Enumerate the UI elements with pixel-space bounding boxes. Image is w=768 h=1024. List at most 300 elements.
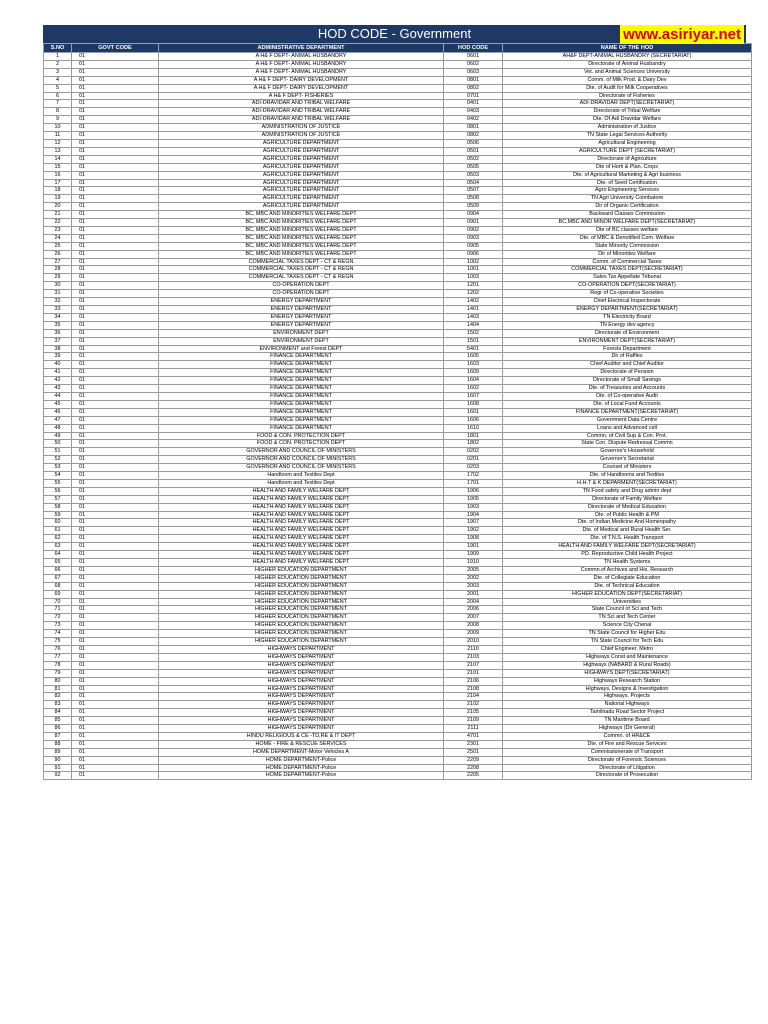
cell-govt-code: 01 xyxy=(72,614,159,622)
table-row xyxy=(44,566,752,574)
cell-hod-code: 0802 xyxy=(444,84,503,92)
cell-govt-code: 01 xyxy=(72,559,159,567)
table-row xyxy=(44,187,752,195)
cell-hod-code: 1609 xyxy=(444,369,503,377)
cell-admin-dept: CO-OPERATION DEPT xyxy=(159,282,444,290)
cell-govt-code: 01 xyxy=(72,685,159,693)
table-row xyxy=(44,709,752,717)
cell-hod-name: Universities xyxy=(503,598,752,606)
cell-hod-code: 0902 xyxy=(444,226,503,234)
cell-hod-code: 1403 xyxy=(444,313,503,321)
cell-hod-name: Directorate of Pension xyxy=(503,369,752,377)
cell-sno: 35 xyxy=(44,321,72,329)
cell-admin-dept: HEALTH AND FAMILY WELFARE DEPT xyxy=(159,535,444,543)
cell-govt-code: 01 xyxy=(72,622,159,630)
cell-hod-name: Highways (NABARD & Rural Roads) xyxy=(503,661,752,669)
cell-admin-dept: A H& F DEPT- ANIMAL HUSBANDRY xyxy=(159,68,444,76)
page-title: HOD CODE - Government xyxy=(317,26,472,41)
cell-hod-code: 2105 xyxy=(444,709,503,717)
cell-hod-name: AGRICULTURE DEPT (SECRETARIAT) xyxy=(503,147,752,155)
cell-hod-name: Commissionerate of Transport xyxy=(503,748,752,756)
cell-sno: 50 xyxy=(44,440,72,448)
cell-sno: 37 xyxy=(44,337,72,345)
table-row xyxy=(44,440,752,448)
cell-admin-dept: ENVIRONMENT and Forest DEPT xyxy=(159,345,444,353)
cell-govt-code: 01 xyxy=(72,400,159,408)
cell-sno: 26 xyxy=(44,250,72,258)
cell-sno: 83 xyxy=(44,701,72,709)
cell-admin-dept: HIGHER EDUCATION DEPARTMENT xyxy=(159,630,444,638)
cell-govt-code: 01 xyxy=(72,772,159,780)
table-row xyxy=(44,116,752,124)
cell-govt-code: 01 xyxy=(72,590,159,598)
cell-hod-code: 1909 xyxy=(444,551,503,559)
table-row xyxy=(44,203,752,211)
table-row xyxy=(44,321,752,329)
cell-sno: 60 xyxy=(44,519,72,527)
cell-sno: 42 xyxy=(44,377,72,385)
cell-admin-dept: HOME DEPARTMENT-Police xyxy=(159,756,444,764)
cell-sno: 85 xyxy=(44,717,72,725)
cell-govt-code: 01 xyxy=(72,195,159,203)
cell-hod-name: Sales Tax Appellate Tribunal xyxy=(503,274,752,282)
table-row xyxy=(44,147,752,155)
cell-hod-name: Directorate of Fisheries xyxy=(503,92,752,100)
cell-hod-code: 2008 xyxy=(444,622,503,630)
cell-hod-code: 2003 xyxy=(444,582,503,590)
cell-hod-name: Dir of Organic Certification xyxy=(503,203,752,211)
table-row xyxy=(44,622,752,630)
cell-admin-dept: BC, MBC AND MINORITIES WELFARE DEPT xyxy=(159,226,444,234)
cell-sno: 79 xyxy=(44,669,72,677)
cell-sno: 84 xyxy=(44,709,72,717)
cell-admin-dept: ADMINISTRATION OF JUSTICE xyxy=(159,124,444,132)
cell-hod-name: HEALTH AND FAMILY WELFARE DEPT(SECRETARIAT) xyxy=(503,543,752,551)
cell-sno: 9 xyxy=(44,116,72,124)
cell-sno: 64 xyxy=(44,551,72,559)
cell-govt-code: 01 xyxy=(72,187,159,195)
cell-admin-dept: FOOD & CON. PROTECTION DEPT xyxy=(159,440,444,448)
cell-hod-name: Dte. of Collegiate Education xyxy=(503,574,752,582)
table-row xyxy=(44,313,752,321)
cell-govt-code: 01 xyxy=(72,345,159,353)
cell-govt-code: 01 xyxy=(72,511,159,519)
cell-sno: 86 xyxy=(44,725,72,733)
col-header-hod-name: NAME OF THE HOD xyxy=(503,44,752,53)
cell-admin-dept: ENERGY DEPARTMENT xyxy=(159,306,444,314)
cell-sno: 48 xyxy=(44,424,72,432)
cell-govt-code: 01 xyxy=(72,472,159,480)
cell-govt-code: 01 xyxy=(72,432,159,440)
cell-sno: 18 xyxy=(44,187,72,195)
cell-govt-code: 01 xyxy=(72,139,159,147)
cell-govt-code: 01 xyxy=(72,638,159,646)
cell-hod-name: Directorate of Prosecution xyxy=(503,772,752,780)
cell-govt-code: 01 xyxy=(72,543,159,551)
cell-sno: 74 xyxy=(44,630,72,638)
cell-sno: 14 xyxy=(44,155,72,163)
cell-sno: 30 xyxy=(44,282,72,290)
cell-hod-code: 0901 xyxy=(444,219,503,227)
cell-hod-code: 0501 xyxy=(444,147,503,155)
cell-govt-code: 01 xyxy=(72,519,159,527)
cell-hod-code: 2111 xyxy=(444,725,503,733)
table-row xyxy=(44,432,752,440)
cell-admin-dept: FINANCE DEPARTMENT xyxy=(159,416,444,424)
cell-hod-name: Dte. of Co-operative Audit xyxy=(503,392,752,400)
cell-sno: 82 xyxy=(44,693,72,701)
table-row xyxy=(44,337,752,345)
cell-hod-code: 2501 xyxy=(444,748,503,756)
cell-hod-name: Highways (Dir General) xyxy=(503,725,752,733)
cell-govt-code: 01 xyxy=(72,630,159,638)
cell-sno: 44 xyxy=(44,392,72,400)
cell-hod-name: State Council of Sci and Tech xyxy=(503,606,752,614)
cell-govt-code: 01 xyxy=(72,527,159,535)
cell-govt-code: 01 xyxy=(72,219,159,227)
cell-hod-name: Highways, Projects xyxy=(503,693,752,701)
cell-admin-dept: COMMERCIAL TAXES DEPT - CT & REGN xyxy=(159,274,444,282)
cell-sno: 72 xyxy=(44,614,72,622)
cell-hod-code: 0903 xyxy=(444,234,503,242)
table-row xyxy=(44,574,752,582)
cell-hod-name: Directorate of Animal Husbandry xyxy=(503,60,752,68)
cell-hod-name: Directorate of Agriculture xyxy=(503,155,752,163)
cell-sno: 70 xyxy=(44,598,72,606)
cell-sno: 76 xyxy=(44,645,72,653)
cell-admin-dept: HIGHER EDUCATION DEPARTMENT xyxy=(159,574,444,582)
cell-govt-code: 01 xyxy=(72,566,159,574)
cell-hod-name: Vet. and Animal Sciences University xyxy=(503,68,752,76)
cell-hod-name: Dte. of Handlooms and Textiles xyxy=(503,472,752,480)
cell-govt-code: 01 xyxy=(72,503,159,511)
cell-govt-code: 01 xyxy=(72,116,159,124)
header-row xyxy=(44,44,752,53)
cell-sno: 33 xyxy=(44,306,72,314)
cell-govt-code: 01 xyxy=(72,487,159,495)
cell-hod-name: ADI-DRAVIDAR DEPT(SECRETARIAT) xyxy=(503,100,752,108)
table-row xyxy=(44,717,752,725)
table-row xyxy=(44,408,752,416)
cell-hod-name: TN Food safety and Drug admin dept xyxy=(503,487,752,495)
cell-hod-code: 2108 xyxy=(444,685,503,693)
cell-admin-dept: FINANCE DEPARTMENT xyxy=(159,408,444,416)
cell-sno: 8 xyxy=(44,108,72,116)
cell-govt-code: 01 xyxy=(72,456,159,464)
cell-hod-name: Directorate of Tribal Welfare xyxy=(503,108,752,116)
cell-govt-code: 01 xyxy=(72,313,159,321)
cell-govt-code: 01 xyxy=(72,282,159,290)
cell-hod-code: 1501 xyxy=(444,337,503,345)
cell-sno: 12 xyxy=(44,139,72,147)
cell-hod-name: Dte. of Audit for Milk Cooperatives xyxy=(503,84,752,92)
cell-hod-name: Governor's Household xyxy=(503,448,752,456)
cell-govt-code: 01 xyxy=(72,306,159,314)
cell-sno: 78 xyxy=(44,661,72,669)
cell-hod-name: Dte. of T.N.S. Health Transport xyxy=(503,535,752,543)
cell-hod-code: 1604 xyxy=(444,377,503,385)
cell-hod-name: Dir of Minorities Welfare xyxy=(503,250,752,258)
cell-hod-name: Administration of Justice xyxy=(503,124,752,132)
cell-hod-code: 1608 xyxy=(444,400,503,408)
cell-admin-dept: FINANCE DEPARTMENT xyxy=(159,385,444,393)
cell-sno: 73 xyxy=(44,622,72,630)
table-row xyxy=(44,274,752,282)
cell-admin-dept: COMMERCIAL TAXES DEPT - CT & REGN xyxy=(159,258,444,266)
cell-govt-code: 01 xyxy=(72,764,159,772)
cell-hod-code: 1701 xyxy=(444,479,503,487)
cell-govt-code: 01 xyxy=(72,60,159,68)
cell-admin-dept: FOOD & CON. PROTECTION DEPT xyxy=(159,432,444,440)
cell-hod-name: Governor's Secretariat xyxy=(503,456,752,464)
cell-admin-dept: HIGHER EDUCATION DEPARTMENT xyxy=(159,638,444,646)
cell-hod-code: 1904 xyxy=(444,511,503,519)
table-row xyxy=(44,677,752,685)
table-row xyxy=(44,725,752,733)
cell-hod-name: Dte. of Indian Medicine And Homeopathy xyxy=(503,519,752,527)
cell-sno: 63 xyxy=(44,543,72,551)
cell-govt-code: 01 xyxy=(72,392,159,400)
cell-sno: 77 xyxy=(44,653,72,661)
cell-hod-code: 2209 xyxy=(444,756,503,764)
cell-hod-code: 1908 xyxy=(444,535,503,543)
table-row xyxy=(44,163,752,171)
cell-govt-code: 01 xyxy=(72,124,159,132)
cell-govt-code: 01 xyxy=(72,155,159,163)
cell-govt-code: 01 xyxy=(72,740,159,748)
cell-govt-code: 01 xyxy=(72,68,159,76)
cell-admin-dept: ENERGY DEPARTMENT xyxy=(159,298,444,306)
cell-hod-code: 2104 xyxy=(444,693,503,701)
cell-admin-dept: ADI-DRAVIDAR AND TRIBAL WELFARE xyxy=(159,100,444,108)
cell-govt-code: 01 xyxy=(72,250,159,258)
table-row xyxy=(44,472,752,480)
cell-hod-code: 1202 xyxy=(444,290,503,298)
cell-hod-name: Commn. of HR&CE xyxy=(503,732,752,740)
table-row xyxy=(44,329,752,337)
cell-hod-name: TN Energy dev agency xyxy=(503,321,752,329)
cell-hod-code: 1802 xyxy=(444,440,503,448)
cell-govt-code: 01 xyxy=(72,369,159,377)
table-row xyxy=(44,266,752,274)
table-row xyxy=(44,638,752,646)
col-header-govt-code: GOVT CODE xyxy=(72,44,159,53)
cell-hod-code: 0203 xyxy=(444,464,503,472)
cell-sno: 49 xyxy=(44,432,72,440)
table-row xyxy=(44,100,752,108)
cell-govt-code: 01 xyxy=(72,709,159,717)
table-row xyxy=(44,495,752,503)
cell-govt-code: 01 xyxy=(72,495,159,503)
cell-admin-dept: AGRICULTURE DEPARTMENT xyxy=(159,195,444,203)
cell-admin-dept: HINDU RELIGIOUS & CE -TD,RE & IT DEPT xyxy=(159,732,444,740)
cell-govt-code: 01 xyxy=(72,298,159,306)
cell-hod-name: Chief Engineer, Metro xyxy=(503,645,752,653)
cell-sno: 47 xyxy=(44,416,72,424)
cell-hod-name: TN State Council for Higher Edu xyxy=(503,630,752,638)
cell-admin-dept: BC, MBC AND MINORITIES WELFARE DEPT xyxy=(159,250,444,258)
cell-hod-name: Agricultural Engineering xyxy=(503,139,752,147)
cell-sno: 66 xyxy=(44,566,72,574)
cell-sno: 75 xyxy=(44,638,72,646)
cell-govt-code: 01 xyxy=(72,693,159,701)
cell-hod-name: Dte. of Public Health & PM xyxy=(503,511,752,519)
cell-hod-code: 2106 xyxy=(444,677,503,685)
cell-admin-dept: ADI-DRAVIDAR AND TRIBAL WELFARE xyxy=(159,108,444,116)
cell-hod-code: 0506 xyxy=(444,139,503,147)
cell-sno: 19 xyxy=(44,195,72,203)
cell-hod-name: Directorate of Forensic Sciences xyxy=(503,756,752,764)
cell-govt-code: 01 xyxy=(72,179,159,187)
cell-govt-code: 01 xyxy=(72,408,159,416)
cell-sno: 53 xyxy=(44,464,72,472)
cell-admin-dept: CO-OPERATION DEPT xyxy=(159,290,444,298)
table-row xyxy=(44,685,752,693)
cell-admin-dept: A H& F DEPT- DAIRY DEVELOPMENT xyxy=(159,76,444,84)
cell-admin-dept: HIGHER EDUCATION DEPARTMENT xyxy=(159,566,444,574)
cell-hod-code: 2205 xyxy=(444,772,503,780)
cell-govt-code: 01 xyxy=(72,732,159,740)
cell-sno: 32 xyxy=(44,298,72,306)
cell-admin-dept: A H& F DEPT- FISHERIES xyxy=(159,92,444,100)
cell-sno: 57 xyxy=(44,495,72,503)
cell-sno: 90 xyxy=(44,756,72,764)
cell-hod-name: Dte. Of Adi Dravidar Welfare xyxy=(503,116,752,124)
cell-sno: 80 xyxy=(44,677,72,685)
cell-admin-dept: ADI-DRAVIDAR AND TRIBAL WELFARE xyxy=(159,116,444,124)
cell-admin-dept: HIGHWAYS DEPARTMENT xyxy=(159,693,444,701)
cell-sno: 25 xyxy=(44,242,72,250)
table-row xyxy=(44,282,752,290)
cell-admin-dept: ENERGY DEPARTMENT xyxy=(159,313,444,321)
cell-hod-code: 0403 xyxy=(444,108,503,116)
cell-admin-dept: BC, MBC AND MINORITIES WELFARE DEPT xyxy=(159,219,444,227)
cell-govt-code: 01 xyxy=(72,290,159,298)
cell-admin-dept: AGRICULTURE DEPARTMENT xyxy=(159,187,444,195)
cell-hod-name: Dte of Horti & Plan. Crops xyxy=(503,163,752,171)
cell-admin-dept: HIGHER EDUCATION DEPARTMENT xyxy=(159,614,444,622)
cell-hod-code: 1402 xyxy=(444,298,503,306)
cell-sno: 5 xyxy=(44,84,72,92)
cell-admin-dept: Handloom and Textiles Dept xyxy=(159,472,444,480)
cell-govt-code: 01 xyxy=(72,361,159,369)
cell-hod-code: 1201 xyxy=(444,282,503,290)
table-row xyxy=(44,345,752,353)
cell-hod-name: Forests Department xyxy=(503,345,752,353)
cell-hod-name: PD. Reproductive Child Health Project xyxy=(503,551,752,559)
cell-hod-code: 1002 xyxy=(444,258,503,266)
cell-admin-dept: FINANCE DEPARTMENT xyxy=(159,400,444,408)
cell-hod-code: 0509 xyxy=(444,203,503,211)
cell-admin-dept: HEALTH AND FAMILY WELFARE DEPT xyxy=(159,559,444,567)
cell-sno: 91 xyxy=(44,764,72,772)
cell-admin-dept: BC, MBC AND MINORITIES WELFARE DEPT xyxy=(159,211,444,219)
table-row xyxy=(44,155,752,163)
cell-hod-code: 1001 xyxy=(444,266,503,274)
cell-sno: 61 xyxy=(44,527,72,535)
cell-sno: 10 xyxy=(44,124,72,132)
cell-admin-dept: FINANCE DEPARTMENT xyxy=(159,353,444,361)
cell-hod-code: 2004 xyxy=(444,598,503,606)
cell-hod-code: 0801 xyxy=(444,76,503,84)
cell-hod-code: 0906 xyxy=(444,250,503,258)
cell-govt-code: 01 xyxy=(72,756,159,764)
cell-sno: 45 xyxy=(44,400,72,408)
cell-hod-name: TN State Legal Services Authority xyxy=(503,132,752,140)
cell-sno: 2 xyxy=(44,60,72,68)
cell-govt-code: 01 xyxy=(72,582,159,590)
table-row xyxy=(44,171,752,179)
cell-hod-name: TN Maritime Board xyxy=(503,717,752,725)
cell-hod-name: Chief Electrical Inspectorate xyxy=(503,298,752,306)
table-row xyxy=(44,614,752,622)
cell-admin-dept: HEALTH AND FAMILY WELFARE DEPT xyxy=(159,543,444,551)
cell-sno: 62 xyxy=(44,535,72,543)
table-row xyxy=(44,479,752,487)
cell-admin-dept: GOVERNOR AND COUNCIL OF MINISTERS xyxy=(159,448,444,456)
table-row xyxy=(44,139,752,147)
table-row xyxy=(44,234,752,242)
cell-govt-code: 01 xyxy=(72,669,159,677)
cell-hod-name: Dte. of MBC & Denotified Com. Welfare xyxy=(503,234,752,242)
cell-hod-name: Tamilnadu Road Sector Project xyxy=(503,709,752,717)
cell-admin-dept: AGRICULTURE DEPARTMENT xyxy=(159,203,444,211)
table-body xyxy=(44,53,752,780)
table-row xyxy=(44,226,752,234)
cell-hod-name: Directorate of Environment xyxy=(503,329,752,337)
cell-admin-dept: AGRICULTURE DEPARTMENT xyxy=(159,139,444,147)
table-row xyxy=(44,298,752,306)
cell-govt-code: 01 xyxy=(72,701,159,709)
cell-admin-dept: HIGHER EDUCATION DEPARTMENT xyxy=(159,590,444,598)
cell-hod-code: 1901 xyxy=(444,543,503,551)
cell-admin-dept: HEALTH AND FAMILY WELFARE DEPT xyxy=(159,495,444,503)
cell-govt-code: 01 xyxy=(72,385,159,393)
table-row xyxy=(44,693,752,701)
cell-hod-code: 0502 xyxy=(444,155,503,163)
cell-govt-code: 01 xyxy=(72,717,159,725)
table-row xyxy=(44,630,752,638)
cell-hod-name: HIGHER EDUCATION DEPT(SECRETARIAT) xyxy=(503,590,752,598)
cell-hod-code: 2101 xyxy=(444,669,503,677)
cell-hod-code: 2005 xyxy=(444,566,503,574)
cell-admin-dept: A H& F DEPT- ANIMAL HUSBANDRY xyxy=(159,53,444,61)
cell-sno: 40 xyxy=(44,361,72,369)
cell-admin-dept: Handloom and Textiles Dept xyxy=(159,479,444,487)
cell-hod-name: Directorate of Small Savings xyxy=(503,377,752,385)
cell-hod-name: Highways Const and Maintenance xyxy=(503,653,752,661)
table-row xyxy=(44,53,752,61)
cell-sno: 4 xyxy=(44,76,72,84)
cell-admin-dept: HIGHWAYS DEPARTMENT xyxy=(159,645,444,653)
title-bar xyxy=(43,25,746,43)
table-row xyxy=(44,456,752,464)
cell-admin-dept: HIGHER EDUCATION DEPARTMENT xyxy=(159,606,444,614)
cell-govt-code: 01 xyxy=(72,76,159,84)
cell-sno: 36 xyxy=(44,329,72,337)
cell-hod-code: 4701 xyxy=(444,732,503,740)
cell-hod-name: Regr of Co-operative Societies xyxy=(503,290,752,298)
cell-govt-code: 01 xyxy=(72,171,159,179)
cell-hod-code: 1702 xyxy=(444,472,503,480)
cell-hod-code: 0402 xyxy=(444,116,503,124)
cell-govt-code: 01 xyxy=(72,321,159,329)
cell-hod-code: 2107 xyxy=(444,661,503,669)
cell-hod-name: State Minority Commission xyxy=(503,242,752,250)
cell-sno: 38 xyxy=(44,345,72,353)
table-row xyxy=(44,211,752,219)
cell-govt-code: 01 xyxy=(72,645,159,653)
